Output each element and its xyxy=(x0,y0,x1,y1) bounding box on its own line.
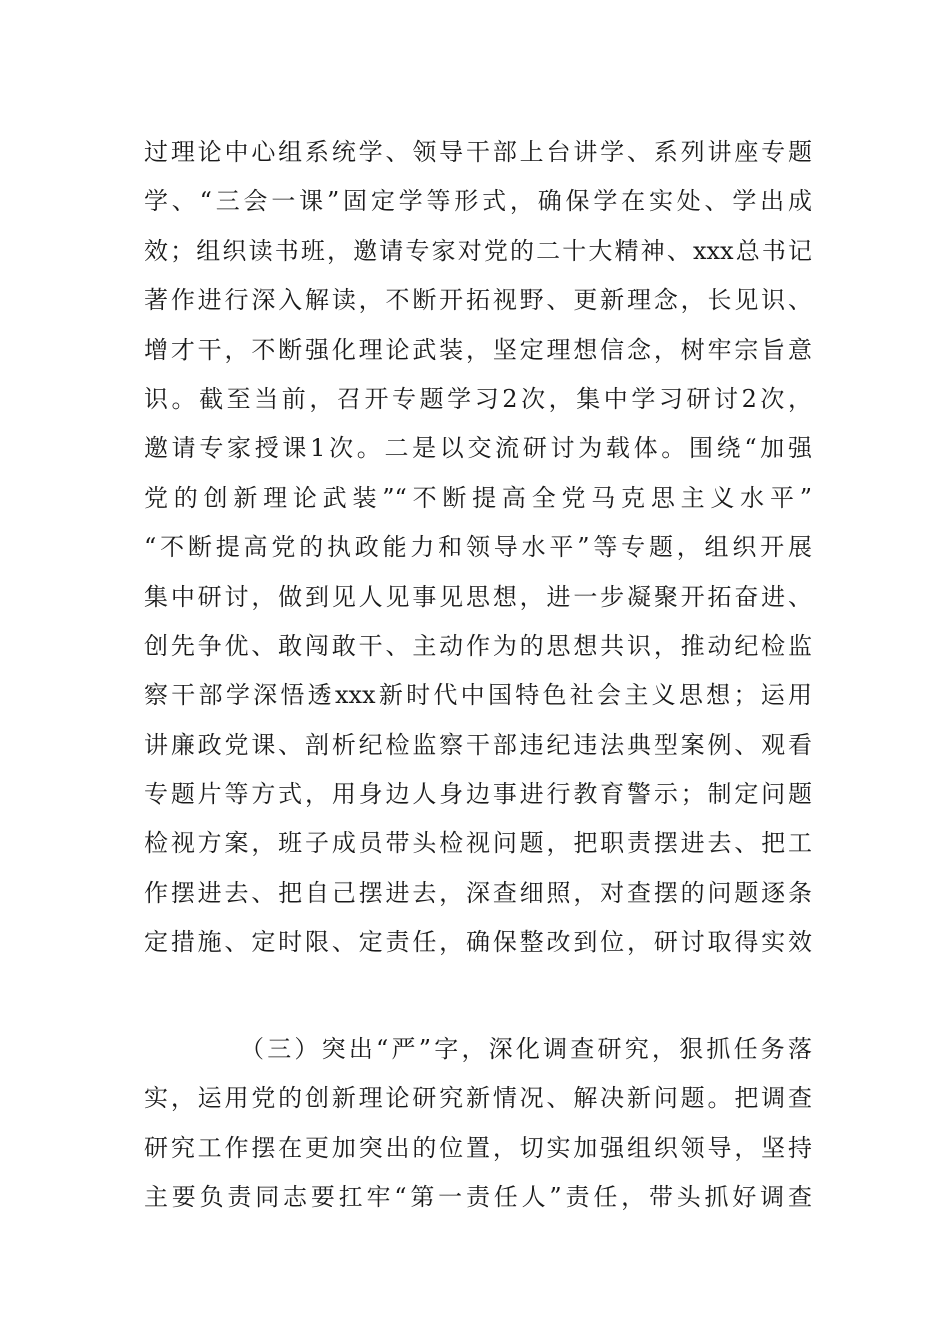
text-line: 实，运用党的创新理论研究新情况、解决新问题。把调查 xyxy=(144,1084,812,1113)
text-line: 增才干，不断强化理论武装，坚定理想信念，树牢宗旨意 xyxy=(144,335,812,364)
text-line: 邀请专家授课1次。二是以交流研讨为载体。围绕“加强 xyxy=(144,434,812,463)
section-heading-line: （三）突出“严”字，深化调查研究，狠抓任务落 xyxy=(240,1035,812,1063)
text-line: 讲廉政党课、剖析纪检监察干部违纪违法典型案例、观看 xyxy=(144,730,812,759)
text-line: 检视方案，班子成员带头检视问题，把职责摆进去、把工 xyxy=(144,829,812,858)
text-line: 研究工作摆在更加突出的位置，切实加强组织领导，坚持 xyxy=(144,1133,812,1162)
text-line: 效；组织读书班，邀请专家对党的二十大精神、xxx总书记 xyxy=(144,236,812,265)
paragraph-1 xyxy=(144,128,812,968)
text-line: 集中研讨，做到见人见事见思想，进一步凝聚开拓奋进、 xyxy=(144,582,812,611)
text-line: 党的创新理论武装”“不断提高全党马克思主义水平” xyxy=(144,483,812,512)
text-line: 主要负责同志要扛牢“第一责任人”责任，带头抓好调查 xyxy=(144,1183,812,1212)
text-line: 识。截至当前，召开专题学习2次，集中学习研讨2次， xyxy=(144,384,812,413)
text-line: 作摆进去、把自己摆进去，深查细照，对查摆的问题逐条 xyxy=(144,878,812,907)
text-line: 察干部学深悟透xxx新时代中国特色社会主义思想；运用 xyxy=(144,681,812,710)
text-line: 学、“三会一课”固定学等形式，确保学在实处、学出成 xyxy=(144,187,812,216)
text-line: 定措施、定时限、定责任，确保整改到位，研讨取得实效 xyxy=(144,928,812,957)
text-line: 著作进行深入解读，不断开拓视野、更新理念，长见识、 xyxy=(144,286,812,315)
text-line: 专题片等方式，用身边人身边事进行教育警示；制定问题 xyxy=(144,780,812,809)
text-line: 创先争优、敢闯敢干、主动作为的思想共识，推动纪检监 xyxy=(144,631,812,660)
text-line: “不断提高党的执政能力和领导水平”等专题，组织开展 xyxy=(144,533,812,562)
paragraph-2 xyxy=(144,1025,812,1223)
text-line: 过理论中心组系统学、领导干部上台讲学、系列讲座专题 xyxy=(144,138,812,166)
